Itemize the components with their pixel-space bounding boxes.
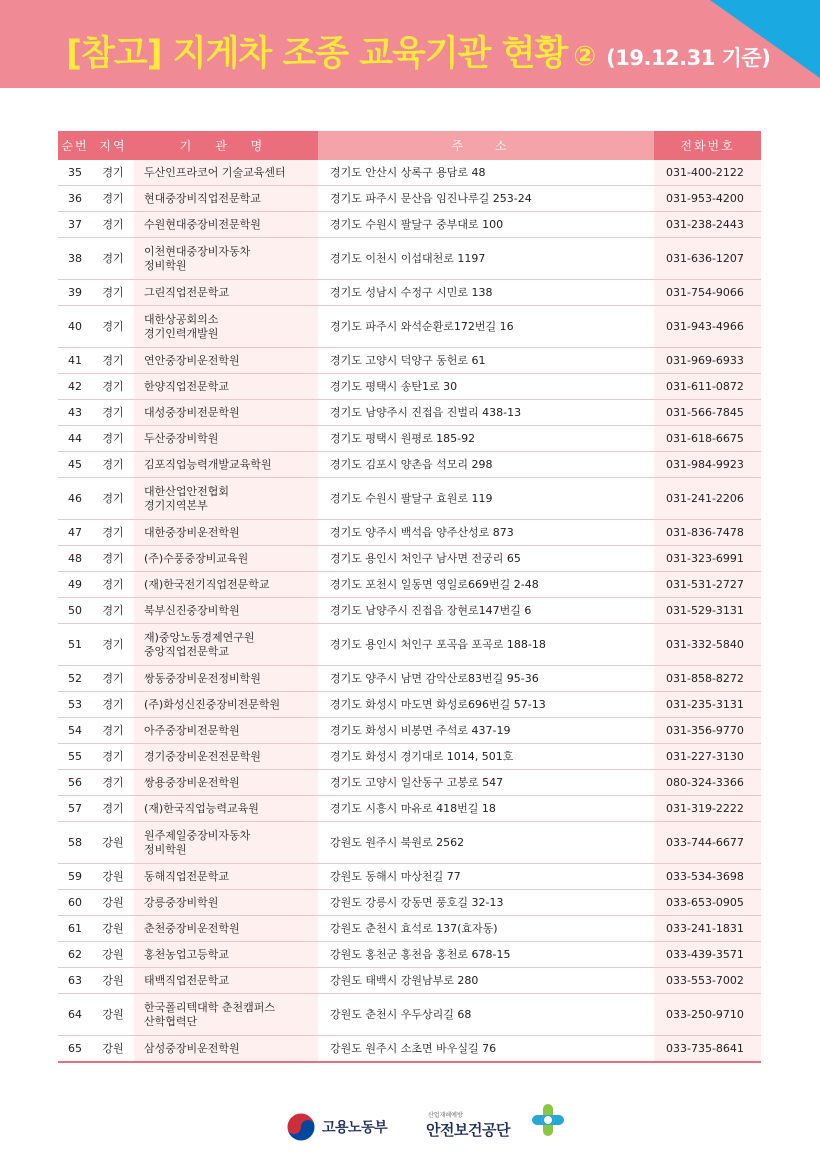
row-region: 강원 — [92, 864, 134, 890]
institution-name-line: 한양직업전문학교 — [144, 379, 230, 393]
row-institution-name — [134, 306, 318, 348]
row-institution-name — [134, 452, 318, 478]
title-number: ② — [573, 41, 597, 72]
header-no: 순번 — [58, 131, 92, 160]
table-row — [58, 374, 761, 400]
institution-name-line: 대한중장비운전학원 — [144, 525, 240, 539]
row-number: 36 — [58, 186, 92, 212]
row-phone: 031-241-2206 — [654, 478, 761, 520]
row-number: 42 — [58, 374, 92, 400]
table-row — [58, 546, 761, 572]
row-phone: 031-238-2443 — [654, 212, 761, 238]
table-row — [58, 994, 761, 1036]
row-number: 46 — [58, 478, 92, 520]
institution-name-line: 그린직업전문학교 — [144, 285, 230, 299]
institution-table — [58, 131, 761, 1063]
row-address: 경기도 용인시 처인구 포곡읍 포곡로 188-18 — [318, 624, 654, 666]
row-region: 강원 — [92, 1036, 134, 1063]
row-institution-name — [134, 160, 318, 186]
header-name: 기 관 명 — [134, 131, 318, 160]
institution-name-line: 태백직업전문학교 — [144, 973, 230, 987]
row-number: 59 — [58, 864, 92, 890]
row-phone: 033-735-8641 — [654, 1036, 761, 1063]
row-phone: 031-943-4966 — [654, 306, 761, 348]
row-institution-name — [134, 348, 318, 374]
row-number: 48 — [58, 546, 92, 572]
row-region: 경기 — [92, 744, 134, 770]
row-institution-name — [134, 520, 318, 546]
row-region: 경기 — [92, 692, 134, 718]
table-row — [58, 280, 761, 306]
row-number: 57 — [58, 796, 92, 822]
row-phone: 031-235-3131 — [654, 692, 761, 718]
institution-name-line: (주)수풍중장비교육원 — [144, 551, 249, 565]
row-institution-name — [134, 238, 318, 280]
row-phone: 031-356-9770 — [654, 718, 761, 744]
row-address: 경기도 남양주시 진접읍 장현로147번길 6 — [318, 598, 654, 624]
row-institution-name — [134, 1036, 318, 1063]
institution-name-line: 쌍동중장비운전정비학원 — [144, 671, 261, 685]
institution-name-line: 두산인프라코어 기술교육센터 — [144, 165, 286, 179]
row-phone: 031-611-0872 — [654, 374, 761, 400]
institution-name-line: 원주제일중장비자동차 — [144, 828, 251, 842]
institution-name-line: 정비학원 — [144, 842, 187, 856]
row-institution-name — [134, 796, 318, 822]
row-institution-name — [134, 718, 318, 744]
row-institution-name — [134, 994, 318, 1036]
row-address: 경기도 수원시 팔달구 중부대로 100 — [318, 212, 654, 238]
row-phone: 033-744-6677 — [654, 822, 761, 864]
row-address: 경기도 포천시 일동면 영일로669번길 2-48 — [318, 572, 654, 598]
row-address: 경기도 평택시 송탄1로 30 — [318, 374, 654, 400]
row-phone: 031-953-4200 — [654, 186, 761, 212]
row-institution-name — [134, 624, 318, 666]
row-region: 경기 — [92, 374, 134, 400]
row-number: 65 — [58, 1036, 92, 1063]
row-address: 경기도 파주시 문산읍 임진나루길 253-24 — [318, 186, 654, 212]
row-address: 경기도 화성시 비봉면 주석로 437-19 — [318, 718, 654, 744]
row-region: 경기 — [92, 212, 134, 238]
row-number: 49 — [58, 572, 92, 598]
table-row — [58, 968, 761, 994]
row-number: 47 — [58, 520, 92, 546]
row-address: 경기도 양주시 남면 감악산로83번길 95-36 — [318, 666, 654, 692]
row-region: 경기 — [92, 666, 134, 692]
table-row — [58, 942, 761, 968]
institution-name-line: 두산중장비학원 — [144, 431, 219, 445]
row-phone: 031-566-7845 — [654, 400, 761, 426]
row-region: 강원 — [92, 890, 134, 916]
row-number: 39 — [58, 280, 92, 306]
row-phone: 031-836-7478 — [654, 520, 761, 546]
row-region: 강원 — [92, 994, 134, 1036]
row-phone: 033-439-3571 — [654, 942, 761, 968]
row-region: 강원 — [92, 822, 134, 864]
row-phone: 033-250-9710 — [654, 994, 761, 1036]
row-address: 경기도 용인시 처인구 남사면 전궁리 65 — [318, 546, 654, 572]
row-phone: 033-241-1831 — [654, 916, 761, 942]
institution-name-line: 중앙직업전문학교 — [144, 644, 230, 658]
table-row — [58, 348, 761, 374]
table-row — [58, 186, 761, 212]
institution-name-line: 춘천중장비운전학원 — [144, 921, 240, 935]
table-row — [58, 212, 761, 238]
institution-name-line: 경기중장비운전전문학원 — [144, 749, 261, 763]
institution-name-line: 경기지역본부 — [144, 498, 208, 512]
safety-cross-icon — [530, 1102, 566, 1138]
row-address: 경기도 화성시 마도면 화성로696번길 57-13 — [318, 692, 654, 718]
row-phone: 031-858-8272 — [654, 666, 761, 692]
row-phone: 031-531-2727 — [654, 572, 761, 598]
row-institution-name — [134, 822, 318, 864]
header-region: 지역 — [92, 131, 134, 160]
institution-name-line: 연안중장비운전학원 — [144, 353, 240, 367]
row-address: 경기도 화성시 경기대로 1014, 501호 — [318, 744, 654, 770]
row-address: 경기도 시흥시 마유로 418번길 18 — [318, 796, 654, 822]
row-number: 56 — [58, 770, 92, 796]
table-header-row — [58, 131, 761, 160]
row-address: 경기도 수원시 팔달구 효원로 119 — [318, 478, 654, 520]
row-number: 35 — [58, 160, 92, 186]
row-region: 경기 — [92, 796, 134, 822]
row-region: 경기 — [92, 306, 134, 348]
row-region: 경기 — [92, 238, 134, 280]
row-institution-name — [134, 864, 318, 890]
agency-tagline: 산업재해예방 — [428, 1112, 463, 1119]
taegeuk-emblem-icon — [286, 1112, 316, 1142]
table-row — [58, 452, 761, 478]
row-institution-name — [134, 598, 318, 624]
table-row — [58, 864, 761, 890]
row-region: 경기 — [92, 624, 134, 666]
table-row — [58, 160, 761, 186]
row-address: 경기도 파주시 와석순환로172번길 16 — [318, 306, 654, 348]
row-institution-name — [134, 426, 318, 452]
row-address: 강원도 강릉시 강동면 풍호길 32-13 — [318, 890, 654, 916]
row-number: 41 — [58, 348, 92, 374]
row-number: 60 — [58, 890, 92, 916]
row-address: 강원도 원주시 북원로 2562 — [318, 822, 654, 864]
row-phone: 031-984-9923 — [654, 452, 761, 478]
row-institution-name — [134, 186, 318, 212]
row-region: 경기 — [92, 478, 134, 520]
row-address: 경기도 평택시 원평로 185-92 — [318, 426, 654, 452]
row-number: 61 — [58, 916, 92, 942]
institution-name-line: 현대중장비직업전문학교 — [144, 191, 261, 205]
row-institution-name — [134, 916, 318, 942]
row-region: 경기 — [92, 452, 134, 478]
row-region: 경기 — [92, 280, 134, 306]
row-institution-name — [134, 692, 318, 718]
institution-name-line: 대성중장비전문학원 — [144, 405, 240, 419]
row-phone: 031-400-2122 — [654, 160, 761, 186]
row-phone: 031-332-5840 — [654, 624, 761, 666]
institution-name-line: 정비학원 — [144, 258, 187, 272]
row-address: 경기도 고양시 덕양구 동헌로 61 — [318, 348, 654, 374]
row-number: 62 — [58, 942, 92, 968]
row-number: 43 — [58, 400, 92, 426]
row-institution-name — [134, 374, 318, 400]
table-body — [58, 160, 761, 1062]
row-number: 54 — [58, 718, 92, 744]
row-phone: 031-227-3130 — [654, 744, 761, 770]
institution-name-line: (재)한국전기직업전문학교 — [144, 577, 270, 591]
row-number: 64 — [58, 994, 92, 1036]
row-number: 38 — [58, 238, 92, 280]
row-address: 강원도 춘천시 우두상리길 68 — [318, 994, 654, 1036]
row-institution-name — [134, 666, 318, 692]
row-number: 40 — [58, 306, 92, 348]
row-institution-name — [134, 968, 318, 994]
row-region: 경기 — [92, 426, 134, 452]
row-institution-name — [134, 942, 318, 968]
row-region: 강원 — [92, 916, 134, 942]
row-region: 강원 — [92, 968, 134, 994]
row-region: 경기 — [92, 160, 134, 186]
row-phone: 031-754-9066 — [654, 280, 761, 306]
row-institution-name — [134, 770, 318, 796]
ministry-name: 고용노동부 — [322, 1120, 388, 1136]
row-phone: 031-969-6933 — [654, 348, 761, 374]
row-address: 경기도 남양주시 진접읍 진벌리 438-13 — [318, 400, 654, 426]
row-region: 경기 — [92, 718, 134, 744]
row-address: 경기도 성남시 수정구 시민로 138 — [318, 280, 654, 306]
institution-name-line: 강릉중장비학원 — [144, 895, 219, 909]
row-number: 53 — [58, 692, 92, 718]
row-institution-name — [134, 890, 318, 916]
table-row — [58, 822, 761, 864]
row-number: 45 — [58, 452, 92, 478]
row-number: 50 — [58, 598, 92, 624]
agency-name: 안전보건공단 — [426, 1121, 510, 1139]
agency-logo — [426, 1110, 510, 1140]
row-institution-name — [134, 212, 318, 238]
institution-name-line: 동해직업전문학교 — [144, 869, 230, 883]
row-phone: 033-534-3698 — [654, 864, 761, 890]
row-phone: 031-323-6991 — [654, 546, 761, 572]
table-row — [58, 426, 761, 452]
institution-name-line: 김포직업능력개발교육학원 — [144, 457, 272, 471]
row-institution-name — [134, 546, 318, 572]
title-banner — [0, 0, 820, 88]
header-phone: 전화번호 — [654, 131, 761, 160]
row-phone: 031-636-1207 — [654, 238, 761, 280]
row-address: 경기도 김포시 양촌읍 석모리 298 — [318, 452, 654, 478]
row-phone: 031-618-6675 — [654, 426, 761, 452]
row-region: 경기 — [92, 572, 134, 598]
institution-name-line: 이천현대중장비자동차 — [144, 244, 251, 258]
ministry-logo — [286, 1112, 387, 1142]
institution-name-line: 대한상공회의소 — [144, 312, 219, 326]
table-row — [58, 598, 761, 624]
institution-name-line: (주)화성신진중장비전문학원 — [144, 697, 281, 711]
row-address: 경기도 양주시 백석읍 양주산성로 873 — [318, 520, 654, 546]
table-row — [58, 718, 761, 744]
row-number: 55 — [58, 744, 92, 770]
row-number: 63 — [58, 968, 92, 994]
row-institution-name — [134, 280, 318, 306]
page-title — [66, 26, 770, 76]
institution-name-line: 북부신진중장비학원 — [144, 603, 240, 617]
institution-name-line: 산학협력단 — [144, 1014, 198, 1028]
row-region: 경기 — [92, 186, 134, 212]
row-phone: 031-319-2222 — [654, 796, 761, 822]
row-address: 강원도 원주시 소초면 바우실길 76 — [318, 1036, 654, 1063]
table-row — [58, 478, 761, 520]
row-institution-name — [134, 572, 318, 598]
row-number: 44 — [58, 426, 92, 452]
title-text: [참고] 지게차 조종 교육기관 현황 — [66, 34, 568, 74]
row-number: 37 — [58, 212, 92, 238]
institution-name-line: 수원현대중장비전문학원 — [144, 217, 261, 231]
row-phone: 033-553-7002 — [654, 968, 761, 994]
table-row — [58, 916, 761, 942]
row-region: 강원 — [92, 942, 134, 968]
institution-name-line: 홍천농업고등학교 — [144, 947, 230, 961]
table-row — [58, 624, 761, 666]
row-region: 경기 — [92, 348, 134, 374]
row-number: 58 — [58, 822, 92, 864]
row-region: 경기 — [92, 770, 134, 796]
institution-name-line: 삼성중장비운전학원 — [144, 1041, 240, 1055]
table-row — [58, 520, 761, 546]
row-institution-name — [134, 744, 318, 770]
table-row — [58, 572, 761, 598]
table-row — [58, 1036, 761, 1063]
institution-name-line: 쌍용중장비운전학원 — [144, 775, 240, 789]
row-address: 경기도 안산시 상록구 용담로 48 — [318, 160, 654, 186]
table-row — [58, 890, 761, 916]
institution-name-line: 재)중앙노동경제연구원 — [144, 630, 255, 644]
row-number: 51 — [58, 624, 92, 666]
table-row — [58, 306, 761, 348]
table-row — [58, 666, 761, 692]
row-address: 강원도 태백시 강원남부로 280 — [318, 968, 654, 994]
institution-name-line: (재)한국직업능력교육원 — [144, 801, 259, 815]
row-address: 경기도 고양시 일산동구 고봉로 547 — [318, 770, 654, 796]
row-region: 경기 — [92, 598, 134, 624]
title-date: (19.12.31 기준) — [606, 46, 771, 70]
row-address: 강원도 홍천군 홍천읍 홍천로 678-15 — [318, 942, 654, 968]
row-region: 경기 — [92, 546, 134, 572]
footer — [0, 1110, 820, 1150]
institution-name-line: 아주중장비전문학원 — [144, 723, 240, 737]
row-region: 경기 — [92, 400, 134, 426]
institution-name-line: 대한산업안전협회 — [144, 484, 230, 498]
row-institution-name — [134, 478, 318, 520]
row-address: 경기도 이천시 이섭대천로 1197 — [318, 238, 654, 280]
table-row — [58, 770, 761, 796]
table-row — [58, 238, 761, 280]
row-number: 52 — [58, 666, 92, 692]
row-address: 강원도 춘천시 효석로 137(효자동) — [318, 916, 654, 942]
institution-name-line: 경기인력개발원 — [144, 326, 219, 340]
table-row — [58, 796, 761, 822]
header-address: 주 소 — [318, 131, 654, 160]
row-phone: 031-529-3131 — [654, 598, 761, 624]
row-region: 경기 — [92, 520, 134, 546]
table-row — [58, 400, 761, 426]
institution-name-line: 한국폴리텍대학 춘천캠퍼스 — [144, 1000, 276, 1014]
row-address: 강원도 동해시 마상천길 77 — [318, 864, 654, 890]
row-institution-name — [134, 400, 318, 426]
row-phone: 033-653-0905 — [654, 890, 761, 916]
row-phone: 080-324-3366 — [654, 770, 761, 796]
table-row — [58, 692, 761, 718]
table-row — [58, 744, 761, 770]
